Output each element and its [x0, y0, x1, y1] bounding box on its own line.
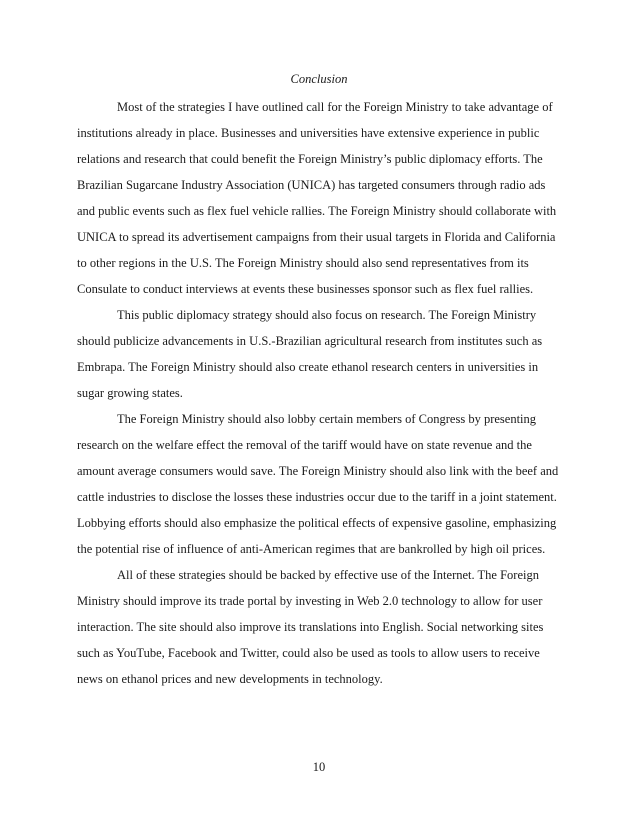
text-line: The Foreign Ministry should also lobby certain members of Congress by presenting — [117, 412, 537, 426]
page-number: 10 — [312, 760, 326, 774]
text-line: the potential rise of influence of anti-American regimes that are bankrolled by high oil prices. — [77, 542, 546, 556]
text-line: to other regions in the U.S. The Foreign Ministry should also send representatives from its — [77, 256, 529, 270]
text-line: All of these strategies should be backed by effective use of the Internet. The Foreign — [117, 568, 539, 582]
text-line: Most of the strategies I have outlined call for the Foreign Ministry to take advantage of — [117, 100, 553, 114]
text-line: interaction. The site should also improve its translations into English. Social networking sites — [77, 620, 544, 634]
text-line: UNICA to spread its advertisement campaigns from their usual targets in Florida and California — [77, 230, 556, 244]
text-line: news on ethanol prices and new developments in technology. — [77, 672, 383, 686]
text-line: research on the welfare effect the removal of the tariff would have on state revenue and the — [77, 438, 532, 452]
text-line: amount average consumers would save. The Foreign Ministry should also link with the beef and — [77, 464, 559, 478]
text-line: Consulate to conduct interviews at events these businesses sponsor such as flex fuel rallies. — [77, 282, 534, 296]
paragraph-1 — [77, 94, 557, 302]
paragraph-2 — [77, 302, 557, 406]
text-line: Ministry should improve its trade portal by investing in Web 2.0 technology to allow for user — [77, 594, 543, 608]
text-line: Lobbying efforts should also emphasize the political effects of expensive gasoline, emphasizing — [77, 516, 557, 530]
body-text — [77, 94, 557, 692]
paragraph-3 — [77, 406, 557, 562]
paragraph-4 — [77, 562, 557, 692]
text-line: Brazilian Sugarcane Industry Association (UNICA) has targeted consumers through radio ads — [77, 178, 546, 192]
text-line: cattle industries to disclose the losses these industries occur due to the tariff in a joint statement. — [77, 490, 557, 504]
text-line: Embrapa. The Foreign Ministry should also create ethanol research centers in universities in — [77, 360, 539, 374]
text-line: This public diplomacy strategy should also focus on research. The Foreign Ministry — [117, 308, 537, 322]
text-line: relations and research that could benefit the Foreign Ministry’s public diplomacy efforts. The — [77, 152, 543, 166]
section-heading: Conclusion — [290, 72, 348, 86]
text-line: and public events such as flex fuel vehicle rallies. The Foreign Ministry should collaborate with — [77, 204, 557, 218]
text-line: should publicize advancements in U.S.-Brazilian agricultural research from institutes such as — [77, 334, 543, 348]
text-line: sugar growing states. — [77, 386, 183, 400]
text-line: such as YouTube, Facebook and Twitter, could also be used as tools to allow users to receive — [77, 646, 540, 660]
text-line: institutions already in place. Businesses and universities have extensive experience in public — [77, 126, 540, 140]
